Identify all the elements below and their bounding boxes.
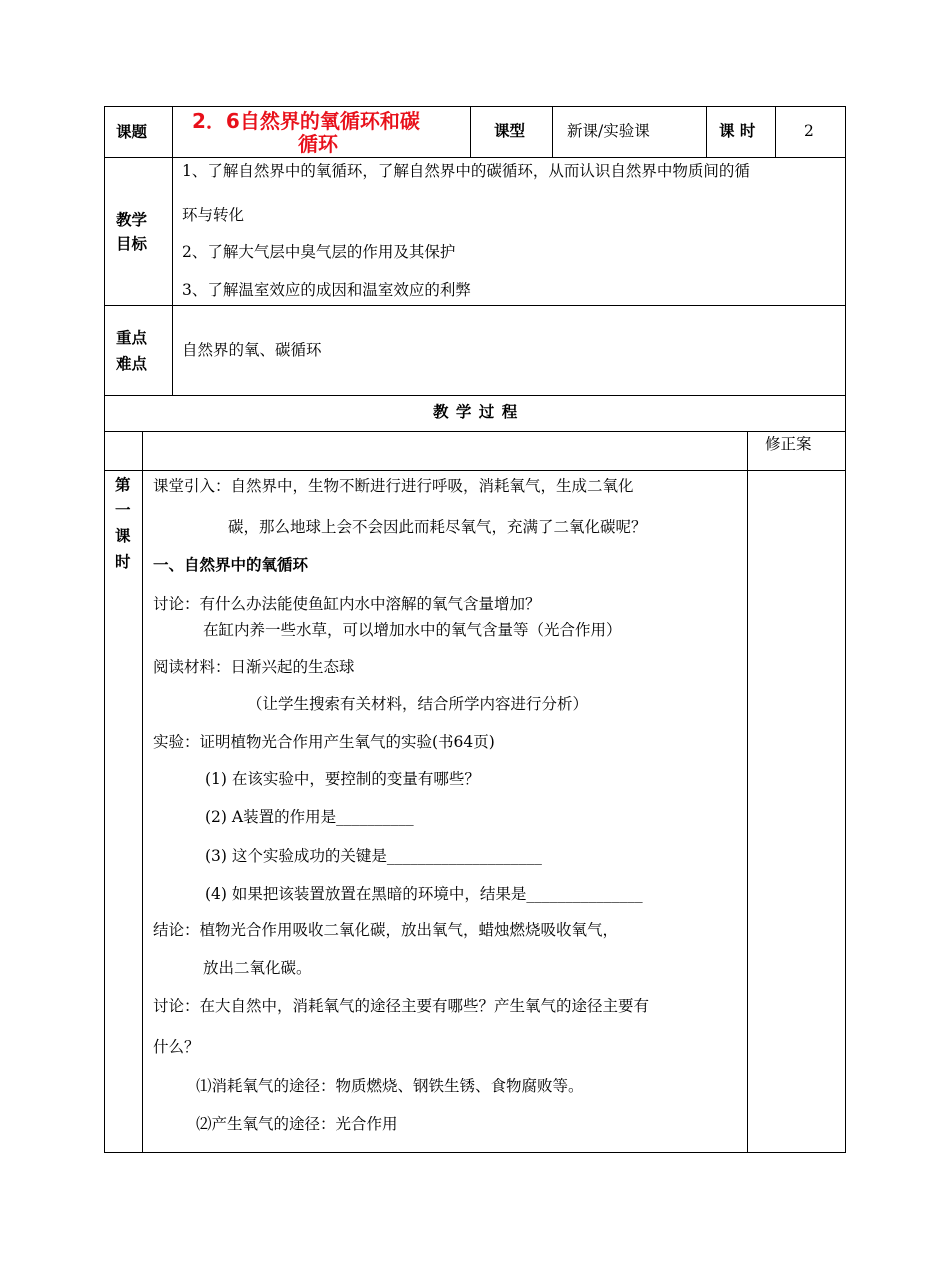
process-line: 什么？ [153,1038,200,1056]
table-border-bottom [104,1152,846,1153]
table-border-right [845,106,846,1153]
process-line: 讨论：在大自然中，消耗氧气的途径主要有哪些？产生氧气的途径主要有 [153,997,650,1015]
period-side-label-char: 第 [115,476,131,494]
objective-item: 环与转化 [182,206,245,224]
process-line: 阅读材料：日渐兴起的生态球 [153,658,355,676]
objectives-label-line1: 教学 [116,211,148,229]
process-line: （让学生搜索有关材料，结合所学内容进行分析） [247,695,589,713]
process-line: ⑵产生氧气的途径：光合作用 [196,1115,398,1133]
subject-label: 课题 [116,123,148,141]
process-line: 放出二氧化碳。 [203,959,312,977]
process-line: (1) 在该实验中，要控制的变量有哪些？ [205,770,480,788]
table-rule [142,431,143,1153]
table-rule [104,305,846,306]
table-rule [104,470,846,471]
objective-item: 1、了解自然界中的氧循环，了解自然界中的碳循环，从而认识自然界中物质间的循 [182,162,750,180]
table-rule [747,431,748,1153]
period-side-label-char: 一 [115,501,131,519]
subject-title-line2: 循环 [298,132,338,156]
table-border-top [104,106,846,107]
table-rule [172,106,173,396]
objectives-label-line2: 目标 [116,235,148,253]
process-line: (2) A装置的作用是__________ [205,808,414,826]
process-line: 讨论：有什么办法能使鱼缸内水中溶解的氧气含量增加？ [153,595,541,613]
table-rule [104,431,846,432]
objective-item: 2、了解大气层中臭气层的作用及其保护 [182,243,456,261]
process-title: 教 学 过 程 [433,403,519,421]
table-rule [775,106,776,158]
period-side-label-char: 时 [115,553,131,571]
objective-item: 3、了解温室效应的成因和温室效应的利弊 [182,281,471,299]
table-rule [104,157,846,158]
table-rule [104,395,846,396]
process-line: (4) 如果把该装置放置在黑暗的环境中，结果是_______________ [205,885,643,903]
subject-title-line1: 2．6自然界的氧循环和碳 [192,109,420,133]
table-rule [470,106,471,158]
key-points-label-line2: 难点 [116,355,148,373]
key-points-text: 自然界的氧、碳循环 [182,341,322,359]
process-line: ⑴消耗氧气的途径：物质燃烧、钢铁生锈、食物腐败等。 [196,1077,584,1095]
process-line: 碳，那么地球上会不会因此而耗尽氧气，充满了二氧化碳呢？ [228,518,647,536]
process-line: 在缸内养一些水草，可以增加水中的氧气含量等（光合作用） [203,621,622,639]
process-line: 结论：植物光合作用吸收二氧化碳，放出氧气，蜡烛燃烧吸收氧气， [153,921,619,939]
table-rule [706,106,707,158]
table-border-left [104,106,105,1153]
process-section-heading: 一、自然界中的氧循环 [153,556,309,574]
key-points-label-line1: 重点 [116,329,148,347]
process-line: (3) 这个实验成功的关键是____________________ [205,847,542,865]
period-value: 2 [804,122,814,140]
table-rule [552,106,553,158]
process-line: 实验：证明植物光合作用产生氧气的实验(书64页) [153,733,495,751]
revision-label: 修正案 [765,435,812,453]
period-label: 课 时 [719,122,756,140]
process-line: 课堂引入：自然界中，生物不断进行进行呼吸，消耗氧气，生成二氧化 [153,477,634,495]
period-side-label-char: 课 [115,527,131,545]
lesson-type-label: 课型 [494,122,526,140]
lesson-type-value: 新课/实验课 [567,122,650,140]
